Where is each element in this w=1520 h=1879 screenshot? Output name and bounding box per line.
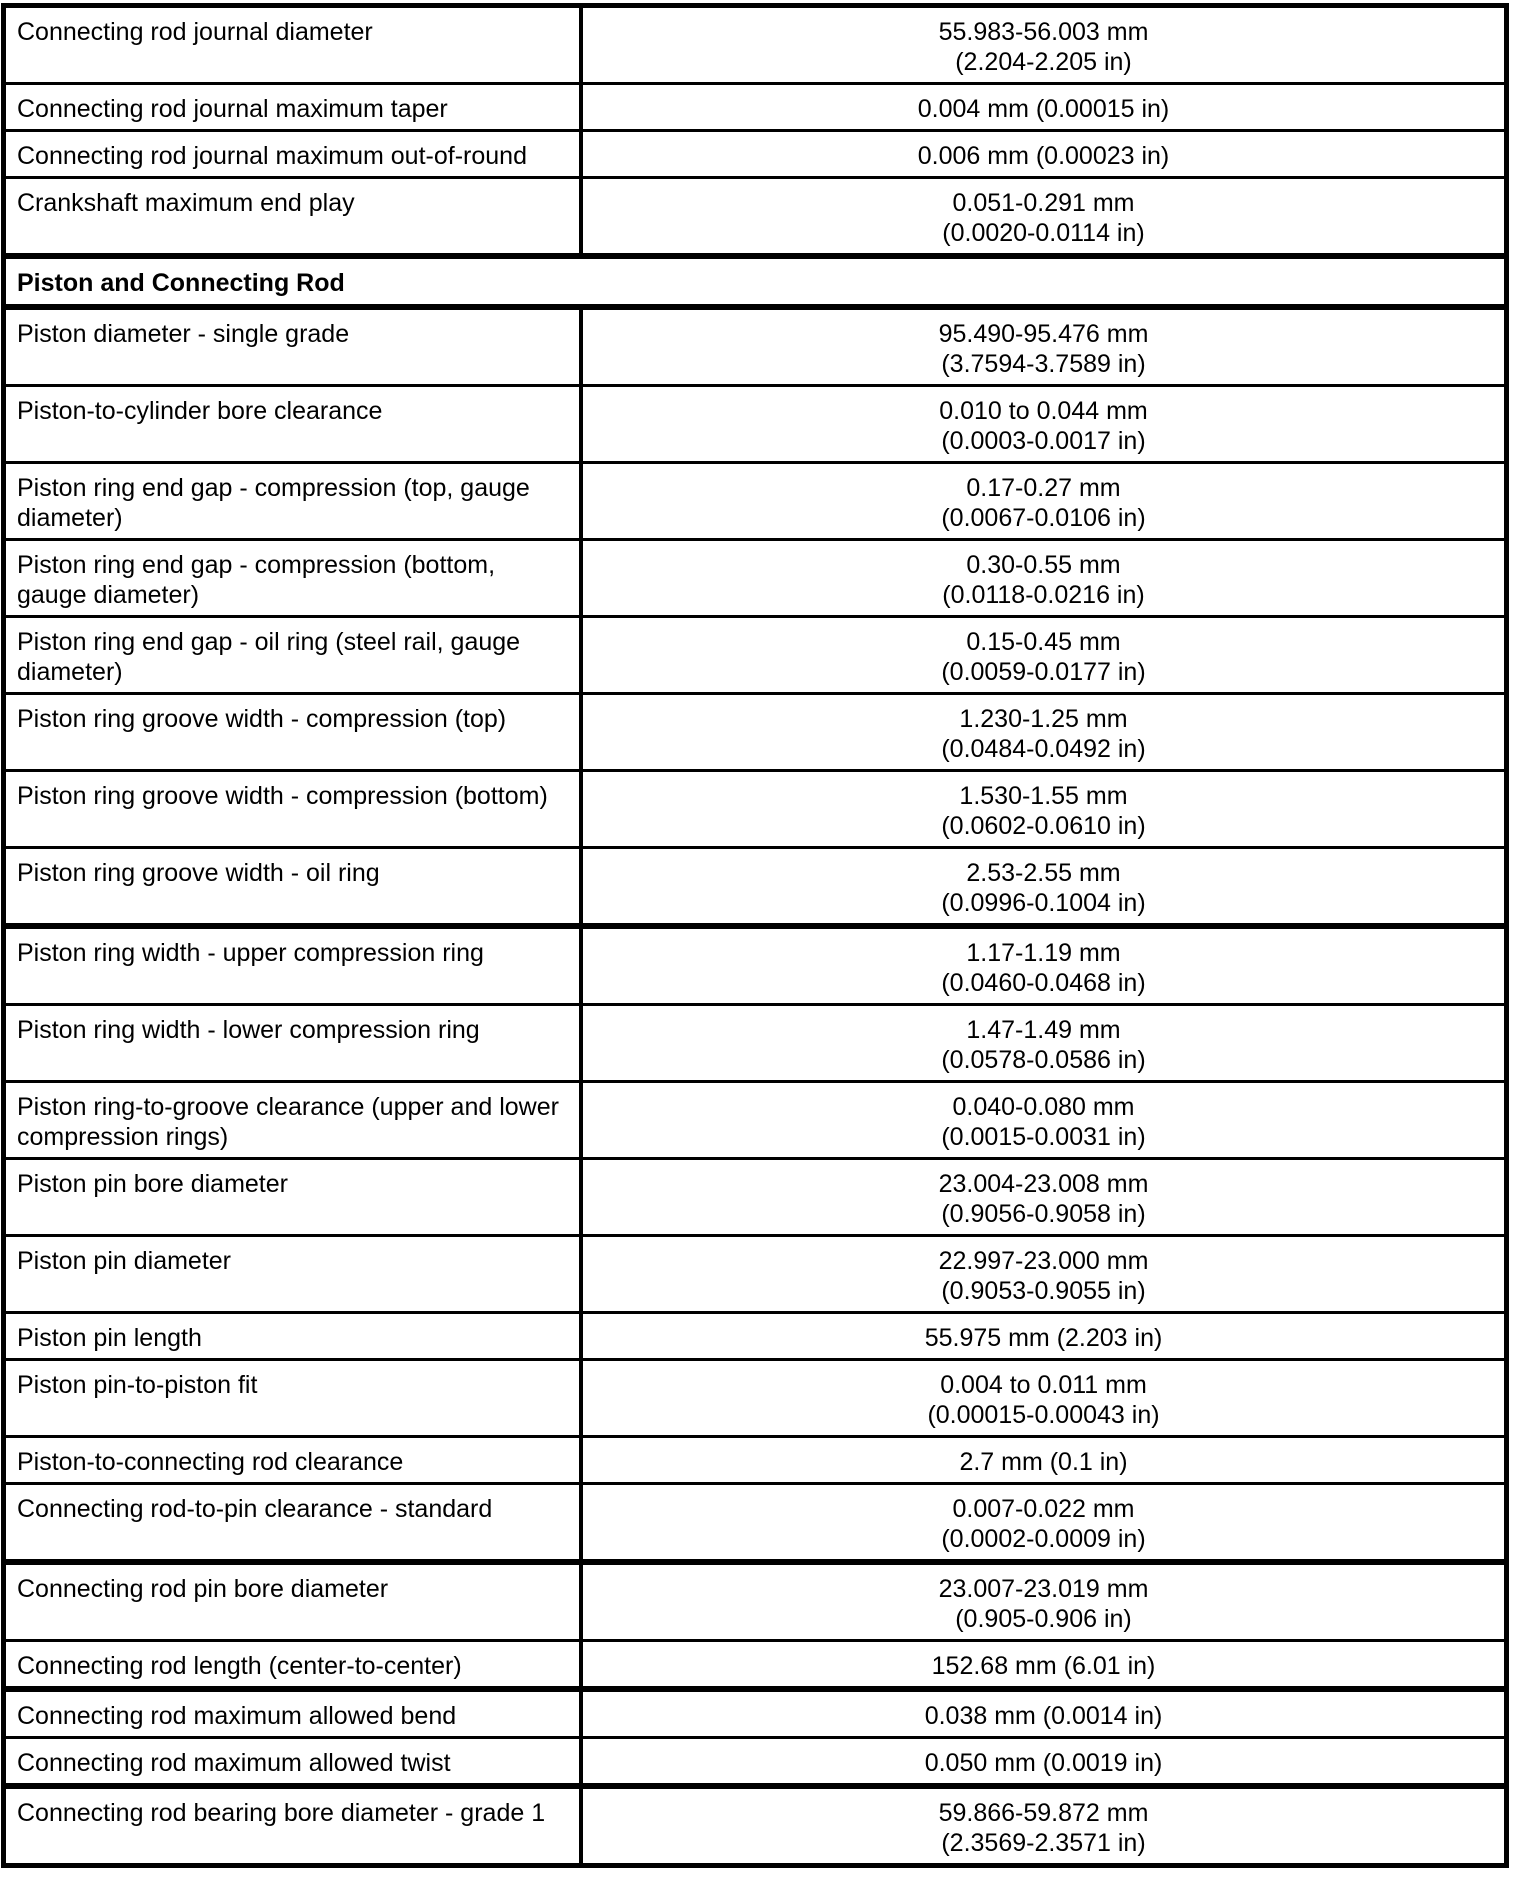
spec-value-line: 0.15-0.45 mm bbox=[966, 628, 1121, 656]
table-row bbox=[6, 538, 1504, 615]
spec-name-cell: Piston pin length bbox=[6, 1314, 583, 1358]
table-row bbox=[6, 1080, 1504, 1157]
spec-name-cell: Connecting rod length (center-to-center) bbox=[6, 1642, 583, 1686]
spec-value-cell bbox=[583, 849, 1504, 923]
spec-value-line: 0.051-0.291 mm bbox=[952, 189, 1135, 217]
table-row bbox=[6, 1358, 1504, 1435]
spec-value-line: (0.0578-0.0586 in) bbox=[941, 1046, 1146, 1074]
table-row bbox=[6, 846, 1504, 923]
spec-name-cell: Piston-to-connecting rod clearance bbox=[6, 1438, 583, 1482]
spec-value-line: (0.0002-0.0009 in) bbox=[941, 1525, 1146, 1553]
spec-name-cell: Connecting rod maximum allowed twist bbox=[6, 1739, 583, 1783]
spec-value-cell bbox=[583, 132, 1504, 176]
table-row bbox=[6, 384, 1504, 461]
table-row bbox=[6, 82, 1504, 129]
spec-value-line: 0.040-0.080 mm bbox=[952, 1093, 1135, 1121]
table-row bbox=[6, 1482, 1504, 1559]
spec-value-cell bbox=[583, 310, 1504, 384]
spec-name-cell: Piston ring groove width - compression (top) bbox=[6, 695, 583, 769]
spec-value-cell bbox=[583, 1083, 1504, 1157]
spec-value-line: (2.204-2.205 in) bbox=[955, 48, 1132, 76]
table-row bbox=[6, 615, 1504, 692]
spec-value-line: (0.0003-0.0017 in) bbox=[941, 427, 1146, 455]
spec-name-cell: Piston pin diameter bbox=[6, 1237, 583, 1311]
spec-name-cell: Piston pin bore diameter bbox=[6, 1160, 583, 1234]
table-row bbox=[6, 461, 1504, 538]
specifications-table bbox=[1, 3, 1509, 1868]
spec-value-line: 2.7 mm (0.1 in) bbox=[959, 1448, 1128, 1476]
table-row bbox=[6, 1311, 1504, 1358]
spec-value-line: 23.004-23.008 mm bbox=[938, 1170, 1149, 1198]
spec-name-cell: Connecting rod maximum allowed bend bbox=[6, 1692, 583, 1736]
spec-value-cell bbox=[583, 179, 1504, 253]
spec-name-cell: Piston ring width - lower compression ring bbox=[6, 1006, 583, 1080]
spec-value-line: (0.0015-0.0031 in) bbox=[941, 1123, 1146, 1151]
spec-value-line: 0.17-0.27 mm bbox=[966, 474, 1121, 502]
spec-value-line: (0.9056-0.9058 in) bbox=[941, 1200, 1146, 1228]
spec-value-cell bbox=[583, 1361, 1504, 1435]
table-row bbox=[6, 692, 1504, 769]
spec-value-line: 59.866-59.872 mm bbox=[938, 1799, 1149, 1827]
spec-name-cell: Connecting rod pin bore diameter bbox=[6, 1565, 583, 1639]
spec-value-cell bbox=[583, 1642, 1504, 1686]
table-row bbox=[6, 923, 1504, 1003]
spec-value-cell bbox=[583, 772, 1504, 846]
spec-value-line: (0.0484-0.0492 in) bbox=[941, 735, 1146, 763]
spec-value-line: (0.0460-0.0468 in) bbox=[941, 969, 1146, 997]
spec-value-cell bbox=[583, 1006, 1504, 1080]
spec-value-cell bbox=[583, 1789, 1504, 1863]
spec-name-cell: Crankshaft maximum end play bbox=[6, 179, 583, 253]
spec-name-cell: Piston ring end gap - compression (bottom, gauge diameter) bbox=[6, 541, 583, 615]
table-row bbox=[6, 176, 1504, 253]
spec-value-cell bbox=[583, 85, 1504, 129]
spec-value-line: (0.905-0.906 in) bbox=[955, 1605, 1132, 1633]
spec-value-line: 55.975 mm (2.203 in) bbox=[924, 1324, 1163, 1352]
spec-value-cell bbox=[583, 1485, 1504, 1559]
table-row bbox=[6, 1686, 1504, 1736]
spec-name-cell: Piston ring end gap - oil ring (steel rail, gauge diameter) bbox=[6, 618, 583, 692]
spec-value-cell bbox=[583, 1565, 1504, 1639]
spec-value-line: (0.0020-0.0114 in) bbox=[942, 219, 1145, 247]
spec-name-cell: Piston ring groove width - oil ring bbox=[6, 849, 583, 923]
document-page bbox=[0, 3, 1520, 1879]
section-header-row bbox=[6, 253, 1504, 304]
spec-value-line: (0.0602-0.0610 in) bbox=[941, 812, 1146, 840]
spec-name-cell: Piston ring width - upper compression ring bbox=[6, 929, 583, 1003]
spec-value-cell bbox=[583, 618, 1504, 692]
spec-name-cell: Connecting rod journal diameter bbox=[6, 8, 583, 82]
table-row bbox=[6, 1234, 1504, 1311]
spec-value-line: (0.0067-0.0106 in) bbox=[941, 504, 1146, 532]
spec-value-line: (0.0996-0.1004 in) bbox=[941, 889, 1146, 917]
spec-value-line: 23.007-23.019 mm bbox=[938, 1575, 1149, 1603]
spec-value-cell bbox=[583, 1160, 1504, 1234]
spec-value-line: 0.038 mm (0.0014 in) bbox=[924, 1702, 1163, 1730]
spec-name-cell: Piston ring-to-groove clearance (upper and lower compression rings) bbox=[6, 1083, 583, 1157]
spec-value-cell bbox=[583, 1438, 1504, 1482]
spec-value-cell bbox=[583, 541, 1504, 615]
spec-value-line: (0.00015-0.00043 in) bbox=[927, 1401, 1160, 1429]
spec-value-line: (3.7594-3.7589 in) bbox=[941, 350, 1146, 378]
spec-value-line: 0.010 to 0.044 mm bbox=[939, 397, 1148, 425]
table-row bbox=[6, 1435, 1504, 1482]
table-row bbox=[6, 304, 1504, 384]
spec-value-cell bbox=[583, 929, 1504, 1003]
spec-name-cell: Connecting rod journal maximum taper bbox=[6, 85, 583, 129]
table-row bbox=[6, 1783, 1504, 1863]
table-row bbox=[6, 1157, 1504, 1234]
spec-value-line: (0.9053-0.9055 in) bbox=[941, 1277, 1146, 1305]
spec-name-cell: Connecting rod-to-pin clearance - standard bbox=[6, 1485, 583, 1559]
spec-value-line: 0.007-0.022 mm bbox=[952, 1495, 1135, 1523]
table-row bbox=[6, 1736, 1504, 1783]
table-row bbox=[6, 8, 1504, 82]
spec-value-line: 0.006 mm (0.00023 in) bbox=[917, 142, 1170, 170]
spec-value-line: 22.997-23.000 mm bbox=[938, 1247, 1149, 1275]
spec-value-line: 1.230-1.25 mm bbox=[959, 705, 1128, 733]
spec-value-line: 95.490-95.476 mm bbox=[938, 320, 1149, 348]
spec-value-line: (0.0059-0.0177 in) bbox=[941, 658, 1146, 686]
spec-name-cell: Piston pin-to-piston fit bbox=[6, 1361, 583, 1435]
spec-value-line: 55.983-56.003 mm bbox=[938, 18, 1149, 46]
table-row bbox=[6, 769, 1504, 846]
spec-value-line: (0.0118-0.0216 in) bbox=[942, 581, 1145, 609]
spec-value-line: 1.17-1.19 mm bbox=[966, 939, 1121, 967]
table-row bbox=[6, 1639, 1504, 1686]
spec-name-cell: Piston ring end gap - compression (top, gauge diameter) bbox=[6, 464, 583, 538]
spec-name-cell: Piston diameter - single grade bbox=[6, 310, 583, 384]
spec-value-line: 1.530-1.55 mm bbox=[959, 782, 1128, 810]
spec-value-line: 152.68 mm (6.01 in) bbox=[931, 1652, 1156, 1680]
section-header-label: Piston and Connecting Rod bbox=[17, 269, 345, 297]
spec-name-cell: Connecting rod bearing bore diameter - grade 1 bbox=[6, 1789, 583, 1863]
table-row bbox=[6, 1559, 1504, 1639]
spec-value-cell bbox=[583, 1237, 1504, 1311]
spec-value-line: 0.30-0.55 mm bbox=[966, 551, 1121, 579]
spec-name-cell: Connecting rod journal maximum out-of-round bbox=[6, 132, 583, 176]
spec-name-cell: Piston-to-cylinder bore clearance bbox=[6, 387, 583, 461]
spec-value-cell bbox=[583, 1739, 1504, 1783]
spec-value-cell bbox=[583, 8, 1504, 82]
spec-value-cell bbox=[583, 1314, 1504, 1358]
table-row bbox=[6, 1003, 1504, 1080]
spec-value-cell bbox=[583, 387, 1504, 461]
spec-name-cell: Piston ring groove width - compression (bottom) bbox=[6, 772, 583, 846]
spec-value-line: 0.004 mm (0.00015 in) bbox=[917, 95, 1170, 123]
spec-value-line: 0.004 to 0.011 mm bbox=[940, 1371, 1147, 1399]
table-row bbox=[6, 129, 1504, 176]
spec-value-line: 2.53-2.55 mm bbox=[966, 859, 1121, 887]
spec-value-line: 1.47-1.49 mm bbox=[966, 1016, 1121, 1044]
spec-value-line: (2.3569-2.3571 in) bbox=[941, 1829, 1146, 1857]
spec-value-line: 0.050 mm (0.0019 in) bbox=[924, 1749, 1163, 1777]
spec-value-cell bbox=[583, 695, 1504, 769]
spec-value-cell bbox=[583, 1692, 1504, 1736]
spec-value-cell bbox=[583, 464, 1504, 538]
